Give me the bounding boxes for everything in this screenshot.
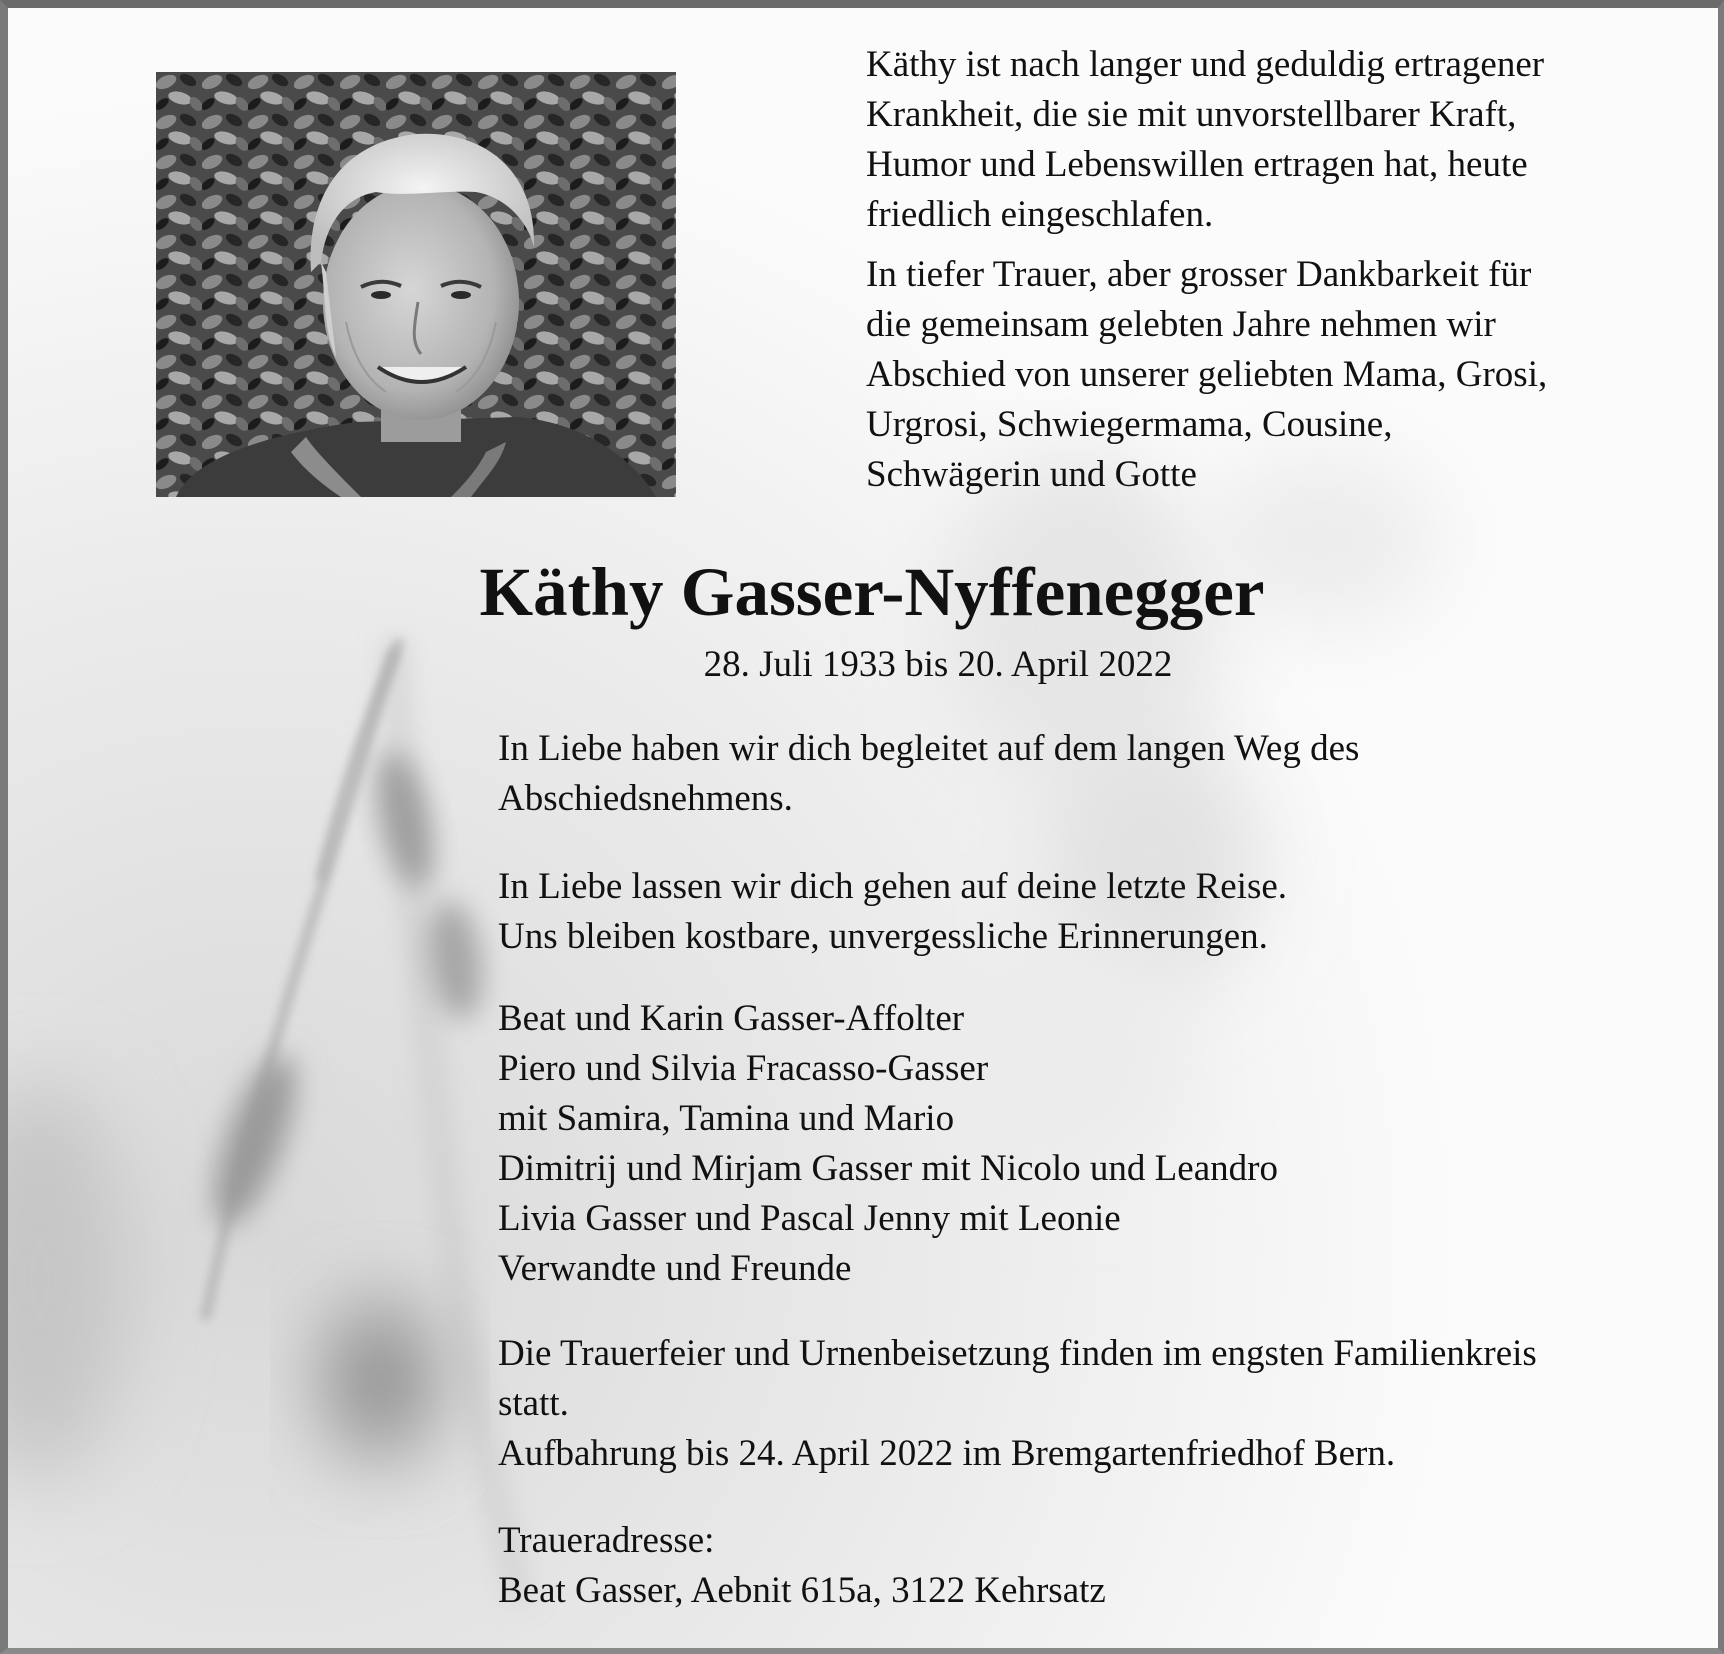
mourner-line: Beat und Karin Gasser-Affolter [498, 998, 965, 1039]
intro-line: friedlich eingeschlafen. [866, 194, 1214, 235]
mourning-address [498, 1516, 1106, 1616]
intro-line: Käthy ist nach langer und geduldig ertragener [866, 44, 1545, 85]
mourner-line: Verwandte und Freunde [498, 1248, 852, 1289]
mourner-line: Livia Gasser und Pascal Jenny mit Leonie [498, 1198, 1121, 1239]
verse-paragraph-1 [498, 724, 1359, 824]
farewell-line: die gemeinsam gelebten Jahre nehmen wir [866, 304, 1496, 345]
farewell-line: In tiefer Trauer, aber grosser Dankbarkeit für [866, 254, 1532, 295]
portrait-photo [156, 72, 676, 497]
farewell-line: Abschied von unserer geliebten Mama, Grosi, [866, 354, 1548, 395]
mourner-line: Dimitrij und Mirjam Gasser mit Nicolo und Leandro [498, 1148, 1278, 1189]
intro-line: Krankheit, die sie mit unvorstellbarer Kraft, [866, 94, 1517, 135]
address-label: Traueradresse: [498, 1520, 715, 1561]
intro-paragraph [866, 40, 1544, 240]
ceremony-line: Die Trauerfeier und Urnenbeisetzung finden im engsten Familienkreis [498, 1333, 1537, 1374]
intro-line: Humor und Lebenswillen ertragen hat, heute [866, 144, 1528, 185]
mourners-list [498, 994, 1278, 1294]
ceremony-notice [498, 1329, 1537, 1479]
farewell-line: Schwägerin und Gotte [866, 454, 1197, 495]
verse-paragraph-2 [498, 862, 1287, 962]
mourner-line: mit Samira, Tamina und Mario [498, 1098, 955, 1139]
verse-line: Abschiedsnehmens. [498, 778, 793, 819]
verse-line: Uns bleiben kostbare, unvergessliche Erinnerungen. [498, 916, 1268, 957]
farewell-paragraph [866, 250, 1547, 500]
verse-line: In Liebe lassen wir dich gehen auf deine letzte Reise. [498, 866, 1288, 907]
life-dates: 28. Juli 1933 bis 20. April 2022 [703, 644, 1173, 685]
farewell-line: Urgrosi, Schwiegermama, Cousine, [866, 404, 1393, 445]
address-line: Beat Gasser, Aebnit 615a, 3122 Kehrsatz [498, 1570, 1106, 1611]
ceremony-line: Aufbahrung bis 24. April 2022 im Bremgartenfriedhof Bern. [498, 1433, 1396, 1474]
verse-line: In Liebe haben wir dich begleitet auf dem langen Weg des [498, 728, 1360, 769]
deceased-name: Käthy Gasser-Nyffenegger [479, 554, 1265, 630]
mourner-line: Piero und Silvia Fracasso-Gasser [498, 1048, 989, 1089]
ceremony-line: statt. [498, 1383, 569, 1424]
